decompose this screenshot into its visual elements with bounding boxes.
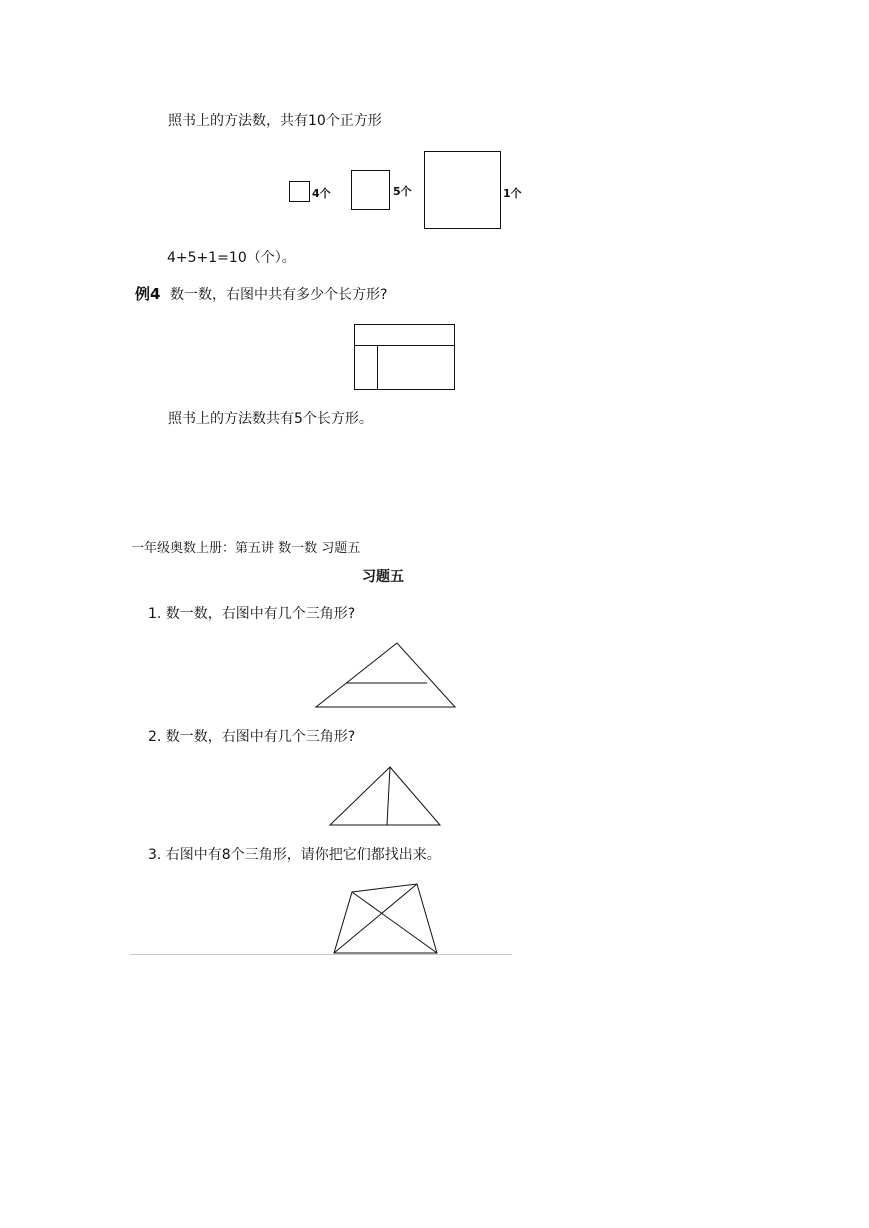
example-answer: 照书上的方法数共有5个长方形。	[168, 411, 373, 427]
triangle-figure-2	[330, 767, 440, 825]
large-square-label: 1个	[503, 187, 522, 200]
example-question: 数一数，右图中共有多少个长方形?	[170, 287, 388, 303]
method-text: 照书上的方法数，共有10个正方形	[168, 113, 382, 129]
question-2: 2. 数一数，右图中有几个三角形?	[148, 729, 356, 745]
question-1: 1. 数一数，右图中有几个三角形?	[148, 606, 356, 622]
large-square	[425, 152, 501, 229]
rectangles-figure	[355, 325, 455, 390]
medium-square	[352, 171, 390, 210]
triangle-figure-1	[316, 643, 455, 707]
exercise-header: 一年级奥数上册：第五讲 数一数 习题五	[131, 541, 361, 556]
equation-text: 4+5+1=10（个）。	[167, 250, 296, 266]
medium-square-label: 5个	[393, 185, 412, 198]
small-square	[290, 182, 310, 202]
example-label: 例4	[135, 285, 161, 303]
small-square-label: 4个	[312, 187, 331, 200]
trapezoid-figure	[334, 884, 437, 953]
exercise-title: 习题五	[362, 569, 404, 585]
question-3: 3. 右图中有8个三角形，请你把它们都找出来。	[148, 847, 441, 863]
